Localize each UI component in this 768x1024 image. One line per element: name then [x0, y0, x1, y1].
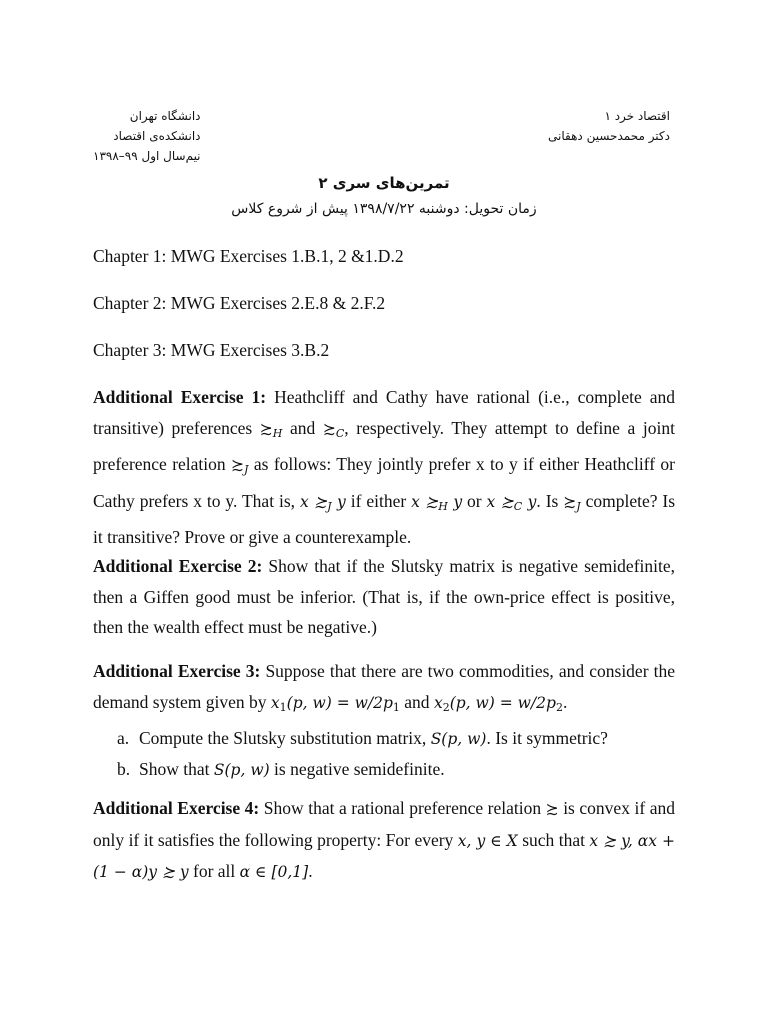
exercise-1: Additional Exercise 1: Heathcliff and Cathy have rational (i.e., complete and transitive) preferences $≿_H$ and $≿_C$, respectively. They attempt to define a joint preference relation $≿_J$ as follows: They jointly prefer x to y if either Heathcliff or Cathy prefers x to y. That is, x $≿_J$ y if either x $≿_H$ y or x $≿_C$ y. Is $≿_J$ complete? Is it transitive? Prove or give a counterexample. [93, 387, 676, 547]
university-name: دانشگاه تهران [129, 109, 201, 123]
exercise-3 [93, 656, 675, 785]
exercise-1-label: Additional Exercise 1: [93, 387, 267, 407]
chapter-1-line: Chapter 1: MWG Exercises 1.B.1, 2 &1.D.2 [93, 246, 404, 266]
instructor-name: دکتر محمدحسین دهقانی [548, 129, 670, 143]
exercise-2-label: Additional Exercise 2: [93, 556, 263, 576]
page-title: تمرین‌های سری ۲ [318, 174, 450, 192]
chapter-3-line: Chapter 3: MWG Exercises 3.B.2 [93, 340, 330, 360]
university-header [93, 106, 201, 166]
chapter-2-line: Chapter 2: MWG Exercises 2.E.8 & 2.F.2 [93, 293, 386, 313]
exercise-4: Additional Exercise 4: Show that a rational preference relation ≿ is convex if and only if it satisfies the following property: For every x, y ∈ X such that x ≿ y, αx + (1 − α)y ≿ y for all α ∈ [0,1]. [93, 798, 676, 881]
course-name: اقتصاد خرد ۱ [604, 109, 670, 123]
semester: نیم‌سال اول ۹۹–۱۳۹۸ [93, 149, 201, 163]
exercise-3-intro: Additional Exercise 3: Suppose that there are two commodities, and consider the demand system given by $x_1(p$, $w) = w/2p_1$ and $x_2(p$, $w) = w/2p_2$. [93, 661, 675, 714]
exercise-3-label: Additional Exercise 3: [93, 661, 261, 681]
exercise-3-list [93, 723, 675, 785]
list-item: a. Compute the Slutsky substitution matrix, S(p, w). Is it symmetric? [117, 728, 608, 748]
list-item: b. Show that S(p, w) is negative semidefinite. [117, 759, 445, 779]
course-header [548, 106, 670, 146]
deadline-text: زمان تحویل: دوشنبه ۱۳۹۸/۷/۲۲ پیش از شروع کلاس [231, 201, 537, 217]
exercise-4-label: Additional Exercise 4: [93, 798, 260, 818]
faculty-name: دانشکده‌ی اقتصاد [113, 129, 201, 143]
exercise-2: Additional Exercise 2: Show that if the Slutsky matrix is negative semidefinite, then a Giffen good must be inferior. (That is, if the own-price effect is positive, then the wealth effect must be negative.) [93, 556, 675, 637]
